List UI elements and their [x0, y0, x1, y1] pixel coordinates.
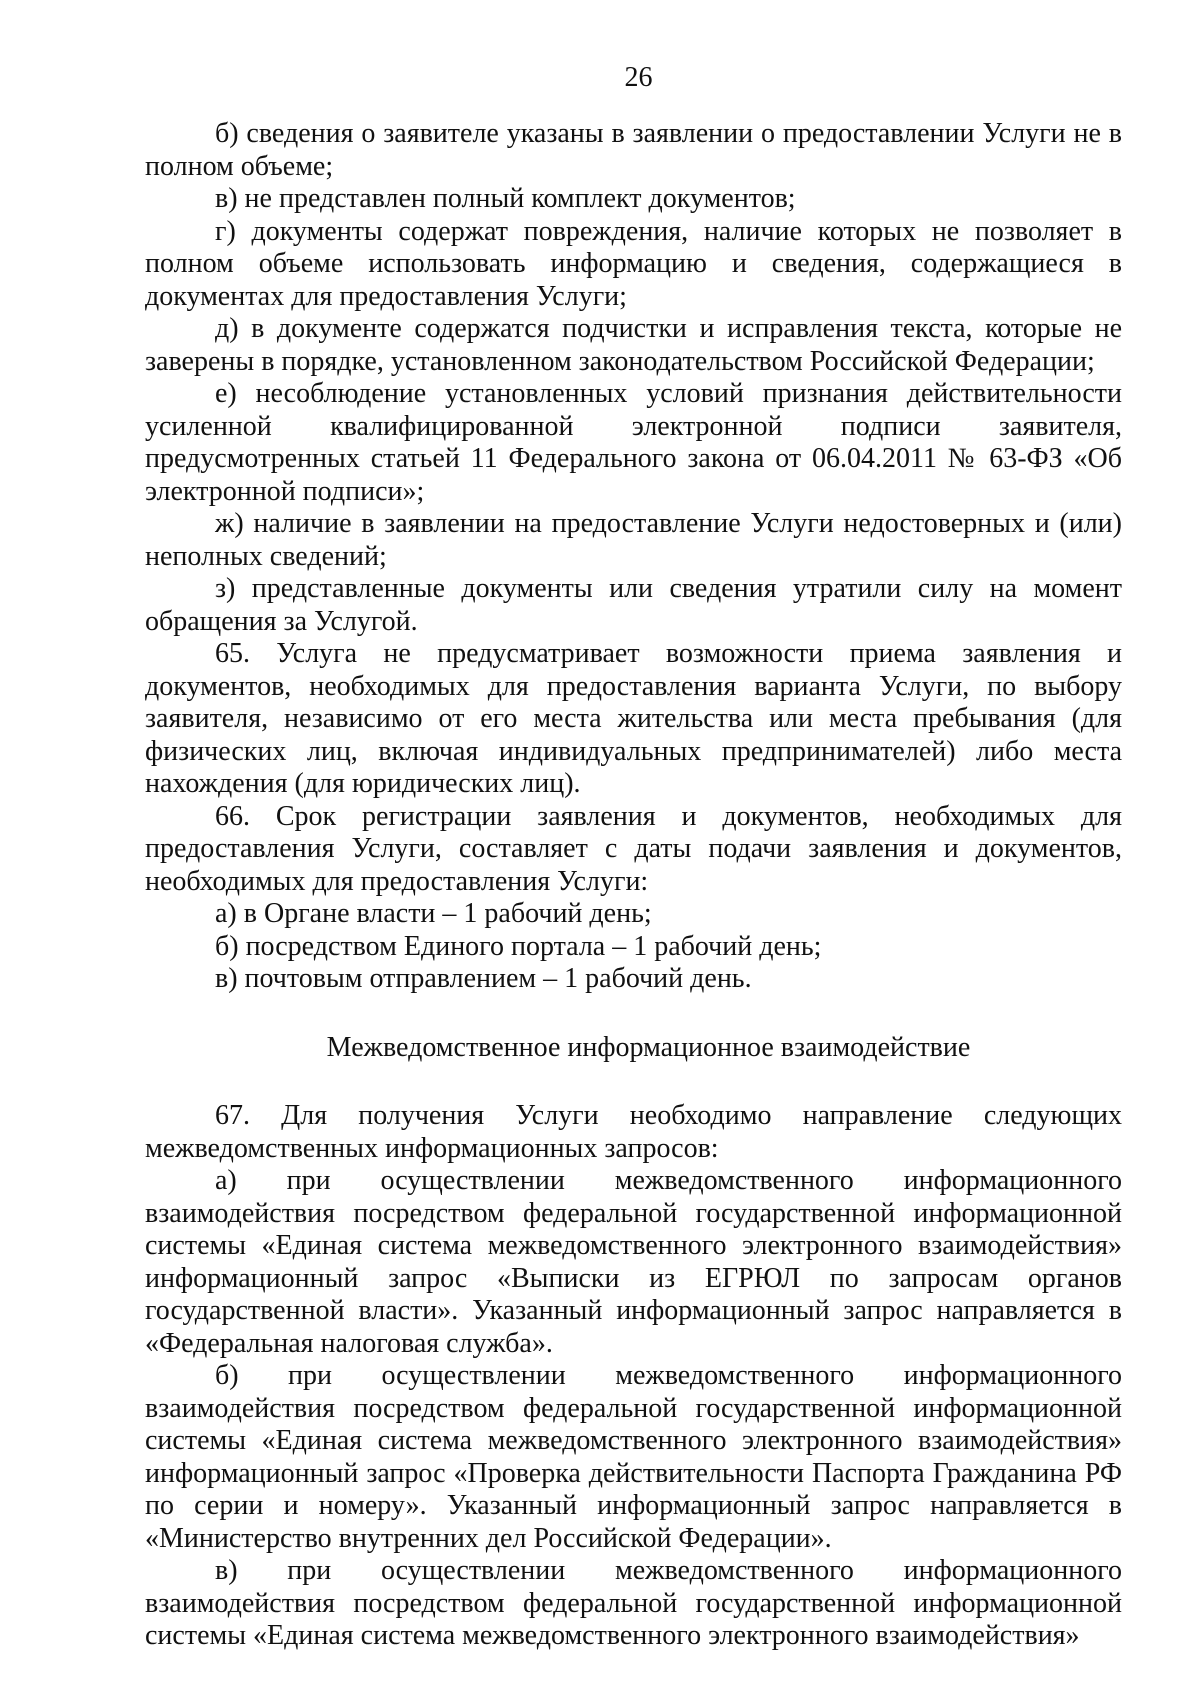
paragraph-66-v: в) почтовым отправлением – 1 рабочий день.: [215, 963, 752, 994]
paragraph-67-a: а) при осуществлении межведомственного информационного взаимодействия посредством федеральной государственной информационной системы «Единая система межведомственного электронного взаимодействия» информационный запрос «Выписки из ЕГРЮЛ по запросам органов государственной власти». Указанный информационный запрос направляется в «Федеральная налоговая служба».: [145, 1165, 1122, 1359]
paragraph-65: 65. Услуга не предусматривает возможности приема заявления и документов, необходимых для предоставления варианта Услуги, по выбору заявителя, независимо от его места жительства или места пребывания (для физических лиц, включая индивидуальных предпринимателей) либо места нахождения (для юридических лиц).: [145, 638, 1122, 799]
paragraph-v-incomplete-docs: в) не представлен полный комплект документов;: [215, 183, 796, 214]
paragraph-66-a: а) в Органе власти – 1 рабочий день;: [215, 898, 652, 929]
paragraph-z-expired-docs: з) представленные документы или сведения утратили силу на момент обращения за Услугой.: [145, 573, 1122, 637]
section-heading: Межведомственное информационное взаимодействие: [326, 1031, 971, 1063]
document-page: [145, 62, 1122, 1653]
paragraph-g-damaged-docs: г) документы содержат повреждения, наличие которых не позволяет в полном объеме использовать информацию и сведения, содержащиеся в документах для предоставления Услуги;: [145, 215, 1122, 312]
page-number: 26: [624, 62, 653, 93]
paragraph-67: 67. Для получения Услуги необходимо направление следующих межведомственных информационных запросов:: [145, 1100, 1122, 1164]
paragraph-67-b: б) при осуществлении межведомственного информационного взаимодействия посредством федеральной государственной информационной системы «Единая система межведомственного электронного взаимодействия» информационный запрос «Проверка действительности Паспорта Гражданина РФ по серии и номеру». Указанный информационный запрос направляется в «Министерство внутренних дел Российской Федерации».: [145, 1360, 1122, 1554]
paragraph-zh-unreliable-info: ж) наличие в заявлении на предоставление Услуги недостоверных и (или) неполных сведений;: [145, 508, 1122, 572]
paragraph-b-applicant-info: б) сведения о заявителе указаны в заявлении о предоставлении Услуги не в полном объеме;: [145, 118, 1122, 182]
paragraph-e-signature: е) несоблюдение установленных условий признания действительности усиленной квалифицированной электронной подписи заявителя, предусмотренных статьей 11 Федерального закона от 06.04.2011 № 63-ФЗ «Об электронной подписи»;: [145, 378, 1122, 507]
paragraph-66-b: б) посредством Единого портала – 1 рабочий день;: [215, 930, 822, 962]
paragraph-d-corrections: д) в документе содержатся подчистки и исправления текста, которые не заверены в порядке, установленном законодательством Российской Федерации;: [145, 313, 1122, 377]
paragraph-67-v: в) при осуществлении межведомственного информационного взаимодействия посредством федеральной государственной информационной системы «Единая система межведомственного электронного взаимодействия»: [145, 1555, 1122, 1651]
paragraph-66: 66. Срок регистрации заявления и документов, необходимых для предоставления Услуги, составляет с даты подачи заявления и документов, необходимых для предоставления Услуги:: [145, 800, 1122, 897]
